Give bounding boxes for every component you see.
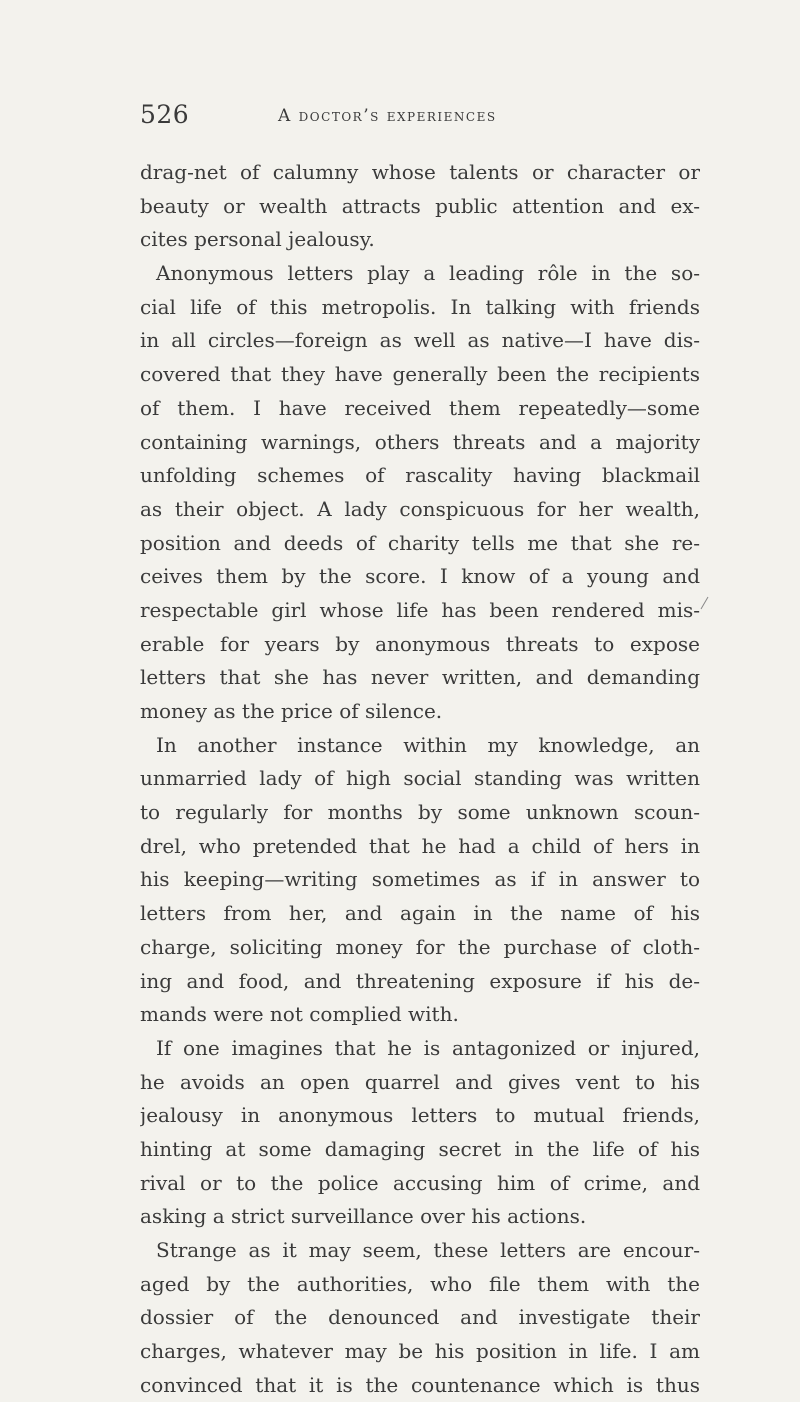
- text-line: letters from her, and again in the name of his: [140, 901, 700, 926]
- text-line: dossier of the denounced and investigate their: [140, 1305, 700, 1330]
- text-line: to regularly for months by some unknown scoun-: [140, 800, 700, 825]
- running-head: [140, 100, 700, 136]
- text-line: ing and food, and threatening exposure if his de-: [140, 968, 700, 993]
- text-line: respectable girl whose life has been rendered mis-: [140, 597, 700, 622]
- text-line: jealousy in anonymous letters to mutual friends,: [140, 1103, 700, 1128]
- text-line: ceives them by the score. I know of a young and: [140, 564, 700, 589]
- text-line: erable for years by anonymous threats to expose: [140, 631, 700, 656]
- text-line: covered that they have generally been the recipients: [140, 362, 700, 387]
- text-line: aged by the authorities, who file them with the: [140, 1271, 700, 1296]
- text-line: charges, whatever may be his position in life. I am: [140, 1339, 700, 1364]
- text-line: cial life of this metropolis. In talking with friends: [140, 294, 700, 319]
- text-line: containing warnings, others threats and a majority: [140, 429, 700, 454]
- text-line: unmarried lady of high social standing was written: [140, 766, 700, 791]
- text-line: Anonymous letters play a leading rôle in the so-: [156, 261, 700, 286]
- text-line: unfolding schemes of rascality having blackmail: [140, 463, 700, 488]
- text-line: drag-net of calumny whose talents or character or: [140, 160, 700, 184]
- running-title: a doctor’s experiences: [278, 106, 497, 126]
- text-line: his keeping—writing sometimes as if in answer to: [140, 867, 700, 892]
- text-line: position and deeds of charity tells me that she re-: [140, 530, 700, 555]
- text-line: drel, who pretended that he had a child of hers in: [140, 833, 700, 858]
- body-text: [140, 156, 700, 1402]
- text-line: In another instance within my knowledge, an: [156, 732, 700, 757]
- text-line: money as the price of silence.: [140, 699, 443, 723]
- text-line: convinced that it is the countenance which is thus: [140, 1372, 700, 1397]
- text-line: If one imagines that he is antagonized or injured,: [156, 1035, 700, 1060]
- text-line: rival or to the police accusing him of crime, and: [140, 1170, 700, 1195]
- text-line: letters that she has never written, and demanding: [140, 665, 700, 690]
- text-line: mands were not complied with.: [140, 1002, 459, 1027]
- text-line: in all circles—foreign as well as native—I have dis-: [140, 328, 700, 353]
- text-line: as their object. A lady conspicuous for her wealth,: [140, 496, 700, 521]
- stray-pencil-mark: [701, 597, 709, 610]
- text-line: beauty or wealth attracts public attention and ex-: [140, 193, 700, 218]
- text-line: charge, soliciting money for the purchase of cloth-: [140, 934, 700, 959]
- text-line: hinting at some damaging secret in the life of his: [140, 1136, 700, 1161]
- text-line: cites personal jealousy.: [140, 227, 375, 252]
- text-line: Strange as it may seem, these letters are encour-: [156, 1238, 700, 1262]
- text-line: he avoids an open quarrel and gives vent to his: [140, 1069, 700, 1094]
- text-line: asking a strict surveillance over his actions.: [140, 1204, 587, 1229]
- page-number: 526: [140, 100, 190, 129]
- text-line: of them. I have received them repeatedly—some: [140, 395, 700, 420]
